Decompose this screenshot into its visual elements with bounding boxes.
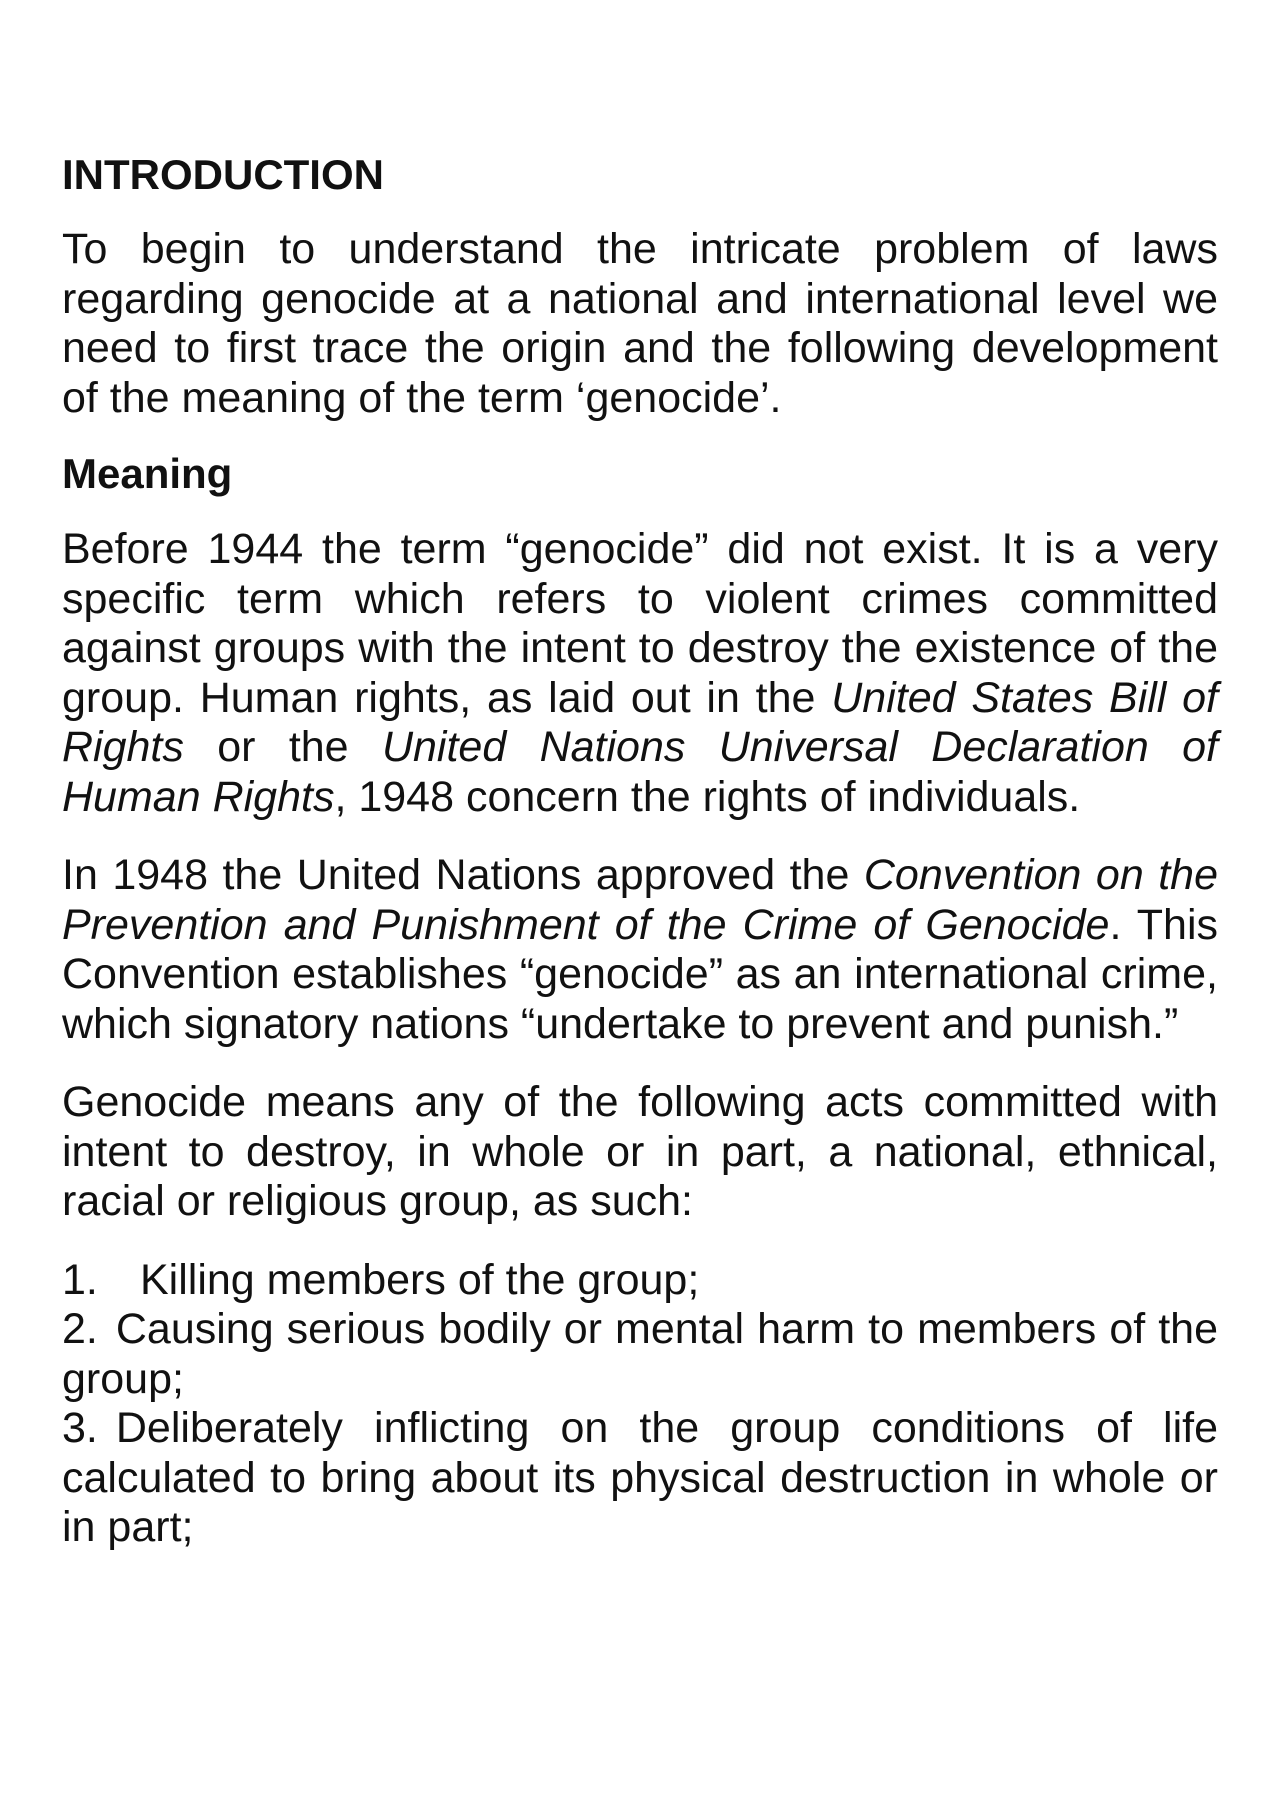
list-item-text: Deliberately inflicting on the group conditions of life calculated to bring about its physical destruction in whole or in part;: [62, 1404, 1218, 1551]
list-item-number: 2.: [62, 1305, 98, 1353]
text-run: , 1948 concern the rights of individuals.: [334, 772, 1081, 821]
meaning-heading: Meaning: [62, 450, 233, 497]
italic-title-bill-of-rights: United States Bill of Rights: [62, 673, 1218, 771]
list-item: [62, 1305, 1218, 1404]
text-run: or the: [183, 723, 382, 771]
list-item-number: 3.: [62, 1404, 98, 1452]
text-run: . This Convention establishes “genocide” as an international crime, which signatory nations “undertake to prevent and punish.”: [62, 900, 1218, 1048]
italic-title-genocide-convention: Convention on the Prevention and Punishment of the Crime of Genocide: [62, 851, 1218, 949]
list-item-text: Causing serious bodily or mental harm to members of the group;: [62, 1305, 1218, 1403]
meaning-paragraph-1: [62, 525, 1218, 822]
introduction-paragraph: To begin to understand the intricate problem of laws regarding genocide at a national and international level we need to first trace the origin and the following development of the meaning of the term ‘genocide’.: [62, 225, 1218, 422]
introduction-heading: INTRODUCTION: [62, 151, 384, 198]
list-item-number: 1.: [62, 1255, 98, 1304]
meaning-paragraph-2: [62, 851, 1218, 1049]
text-run: In 1948 the United Nations approved the: [62, 851, 864, 899]
document-page: [62, 150, 1218, 1553]
italic-title-udhr: United Nations Universal Declaration of Human Rights: [62, 723, 1218, 821]
list-item-text: Killing members of the group;: [140, 1255, 700, 1304]
text-run: Before 1944 the term “genocide” did not exist. It is a very specific term which refers to violent crimes committed against groups with the intent to destroy the existence of the group. Human rights, as laid out in the: [62, 525, 1218, 722]
genocide-acts-list: [62, 1256, 1218, 1553]
list-item: [62, 1256, 1218, 1306]
list-item: [62, 1404, 1218, 1553]
meaning-paragraph-3: Genocide means any of the following acts committed with intent to destroy, in whole or in part, a national, ethnical, racial or religious group, as such:: [62, 1078, 1218, 1225]
